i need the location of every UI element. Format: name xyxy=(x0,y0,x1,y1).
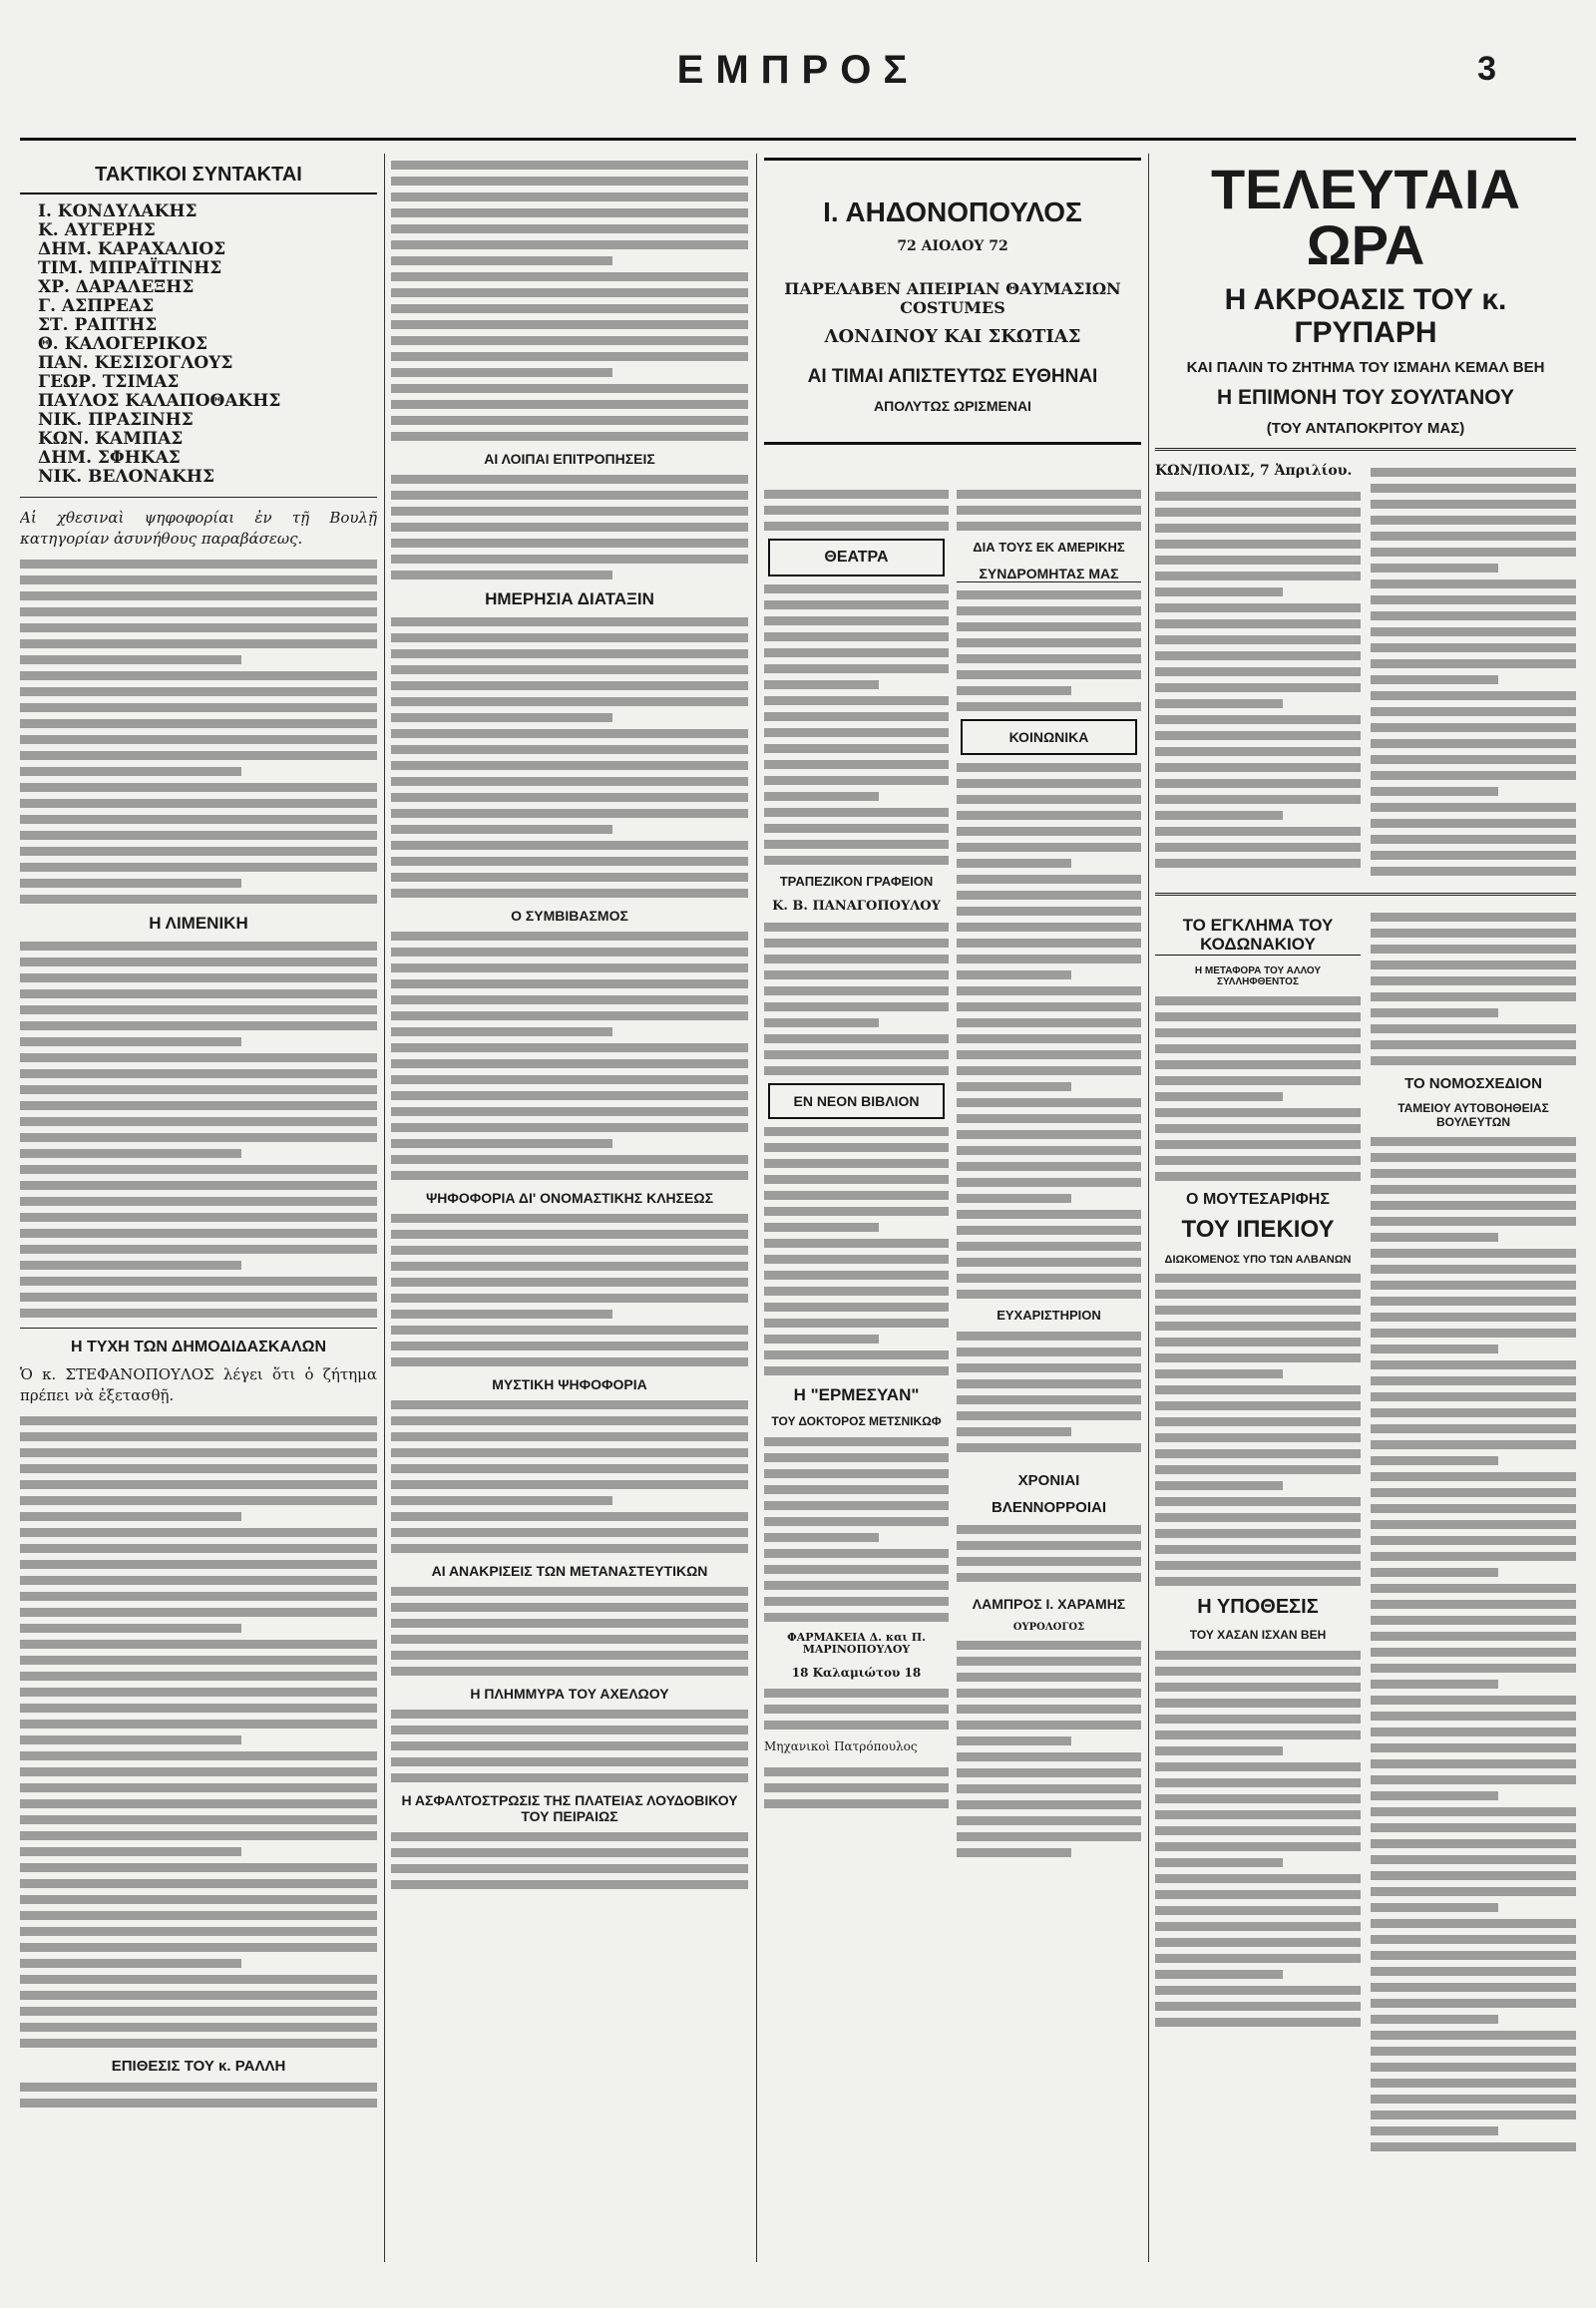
story-body xyxy=(1155,461,1576,883)
staff-name: ΠΑΝ. ΚΕΣΙΣΟΓΛΟΥΣ xyxy=(38,353,233,373)
section-heading: ΒΛΕΝΝΟΡΡΟΙΑΙ xyxy=(991,1499,1107,1517)
staff-name: ΝΙΚ. ΠΡΑΣΙΝΗΣ xyxy=(38,410,194,430)
section-heading: ΕΝ ΝΕΟΝ ΒΙΒΛΙΟΝ xyxy=(768,1083,945,1119)
column-rule xyxy=(1148,154,1149,2262)
section-subheading: ΔΙΩΚΟΜΕΝΟΣ ΥΠΟ ΤΩΝ ΑΛΒΑΝΩΝ xyxy=(1164,1253,1352,1266)
section-heading: ΑΙ ΑΝΑΚΡΙΣΕΙΣ ΤΩΝ ΜΕΤΑΝΑΣΤΕΥΤΙΚΩΝ xyxy=(431,1562,708,1579)
body-text-lines xyxy=(391,617,748,898)
body-text-lines xyxy=(391,475,748,579)
masthead xyxy=(20,18,1576,141)
body-text-lines xyxy=(391,1710,748,1782)
body-text-lines xyxy=(391,1214,748,1366)
body-text-lines xyxy=(391,161,748,441)
correspondent-line: (ΤΟΥ ΑΝΤΑΠΟΚΡΙΤΟΥ ΜΑΣ) xyxy=(1266,420,1465,438)
section-heading: ΧΡΟΝΙΑΙ xyxy=(1017,1472,1080,1490)
staff-name: ΧΡ. ΔΑΡΑΛΕΞΗΣ xyxy=(38,277,195,297)
staff-list xyxy=(20,202,377,487)
ad-address: 72 ΑΙΟΛΟΥ 72 xyxy=(897,238,1008,255)
section-heading: ΕΠΙΘΕΣΙΣ ΤΟΥ κ. ΡΑΛΛΗ xyxy=(111,2057,286,2075)
body-text-lines xyxy=(957,1641,1141,1857)
staff-name: ΔΗΜ. ΣΦΗΚΑΣ xyxy=(38,448,181,468)
staff-name: ΠΑΥΛΟΣ ΚΑΛΑΠΟΘΑΚΗΣ xyxy=(38,391,281,411)
section-heading: ΤΡΑΠΕΖΙΚΟΝ ΓΡΑΦΕΙΟΝ xyxy=(779,874,934,890)
body-text-lines xyxy=(20,1416,377,2048)
dateline: ΚΩΝ/ΠΟΛΙΣ, 7 Ἀπριλίου. xyxy=(1155,462,1353,479)
section-heading: Η "ΕΡΜΕΣΥΑΝ" xyxy=(793,1385,920,1405)
column-3-right xyxy=(957,483,1141,1864)
body-text-lines xyxy=(764,490,949,531)
staff-name: ΝΙΚ. ΒΕΛΟΝΑΚΗΣ xyxy=(38,467,215,487)
body-text-lines xyxy=(1155,996,1361,1181)
body-text-lines xyxy=(764,1127,949,1375)
pharmacy-name: ΦΑΡΜΑΚΕΙΑ Δ. και Π. ΜΑΡΙΝΟΠΟΥΛΟΥ xyxy=(787,1630,926,1657)
body-text-lines xyxy=(20,942,377,1318)
section-heading: Η ΑΣΦΑΛΤΟΣΤΡΩΣΙΣ ΤΗΣ ΠΛΑΤΕΙΑΣ ΛΟΥΔΟΒΙΚΟΥ ΤΟΥ ΠΕΙΡΑΙΩΣ xyxy=(401,1792,738,1825)
section-subheading: ΤΟΥ ΧΑΣΑΝ ΙΣΧΑΝ ΒΕΗ xyxy=(1189,1628,1327,1643)
advertisement-costumes xyxy=(764,158,1141,445)
body-text-lines xyxy=(1155,1651,1361,2027)
column-3 xyxy=(764,154,1141,2262)
story-subheading: Η ΕΠΙΜΟΝΗ ΤΟΥ ΣΟΥΛΤΑΝΟΥ xyxy=(1216,386,1515,410)
newspaper-page xyxy=(20,18,1576,2262)
column-1 xyxy=(20,154,377,2262)
body-text-lines xyxy=(1371,1137,1576,2151)
body-text-lines xyxy=(1371,468,1576,876)
column-rule xyxy=(756,154,757,2262)
body-text-lines xyxy=(957,1332,1141,1452)
body-text-lines xyxy=(764,923,949,1075)
body-text-lines xyxy=(1155,1274,1361,1586)
staff-name: ΚΩΝ. ΚΑΜΠΑΣ xyxy=(38,429,184,449)
staff-name: Ι. ΚΟΝΔΥΛΑΚΗΣ xyxy=(38,201,198,221)
section-heading: ΕΥΧΑΡΙΣΤΗΡΙΟΝ xyxy=(997,1308,1101,1324)
ad-line: ΑΙ ΤΙΜΑΙ ΑΠΙΣΤΕΥΤΩΣ ΕΥΘΗΝΑΙ xyxy=(807,365,1098,387)
section-heading: ΤΟΥ ΙΠΕΚΙΟΥ xyxy=(1181,1216,1335,1244)
section-heading: Η ΠΛΗΜΜΥΡΑ ΤΟΥ ΑΧΕΛΩΟΥ xyxy=(470,1686,669,1703)
staff-name: ΓΕΩΡ. ΤΣΙΜΑΣ xyxy=(38,372,180,392)
last-hour-heading: ΤΕΛΕΥΤΑΙΑ ΩΡΑ xyxy=(1210,158,1521,276)
column-4 xyxy=(1155,154,1576,2262)
section-heading: ΤΟ ΕΓΚΛΗΜΑ ΤΟΥ ΚΟΔΩΝΑΚΙΟΥ xyxy=(1155,916,1361,956)
body-text-lines xyxy=(391,932,748,1180)
section-heading: ΤΟ ΝΟΜΟΣΧΕΔΙΟΝ xyxy=(1404,1074,1542,1092)
section-heading: Η ΥΠΟΘΕΣΙΣ xyxy=(1197,1596,1319,1619)
section-heading: ΚΟΙΝΩΝΙΚΑ xyxy=(961,719,1137,755)
ad-line: ΑΠΟΛΥΤΩΣ ΩΡΙΣΜΕΝΑΙ xyxy=(874,397,1031,414)
section-subheading: ΤΑΜΕΙΟΥ ΑΥΤΟΒΟΗΘΕΙΑΣ ΒΟΥΛΕΥΤΩΝ xyxy=(1397,1100,1549,1129)
section-heading: ΔΙΑ ΤΟΥΣ ΕΚ ΑΜΕΡΙΚΗΣ xyxy=(973,540,1125,555)
bank-name: Κ. Β. ΠΑΝΑΓΟΠΟΥΛΟΥ xyxy=(772,899,941,915)
section-heading: ΑΙ ΛΟΙΠΑΙ ΕΠΙΤΡΟΠΗΣΕΙΣ xyxy=(484,451,655,467)
body-text-lines xyxy=(20,2083,377,2108)
section-heading: Ο ΜΟΥΤΕΣΑΡΙΦΗΣ xyxy=(1186,1190,1330,1208)
story-heading: Η ΑΚΡΟΑΣΙΣ ΤΟΥ κ. ΓΡΥΠΑΡΗ xyxy=(1224,283,1507,349)
body-text-lines xyxy=(764,1767,949,1808)
section-heading: Η ΛΙΜΕΝΙΚΗ xyxy=(149,914,248,933)
column-3-left xyxy=(764,483,949,1815)
ad-line: ΠΑΡΕΛΑΒΕΝ ΑΠΕΙΡΙΑΝ ΘΑΥΜΑΣΙΩΝ COSTUMES xyxy=(784,279,1121,317)
ad-name: Ι. ΑΗΔΟΝΟΠΟΥΛΟΣ xyxy=(823,196,1082,227)
lead-text: Αἱ χθεσιναὶ ψηφοφορίαι ἐν τῇ Βουλῇ κατηγορίαν ἀσυνήθους παραβάσεως. xyxy=(20,509,377,548)
section-heading: ΣΥΝΔΡΟΜΗΤΑΣ ΜΑΣ xyxy=(957,566,1141,582)
body-text-lines xyxy=(957,590,1141,711)
staff-name: ΔΗΜ. ΚΑΡΑΧΑΛΙΟΣ xyxy=(38,239,226,259)
body-text-lines xyxy=(957,1525,1141,1582)
column-4-left xyxy=(1155,906,1361,2159)
doctor-title: ΟΥΡΟΛΟΓΟΣ xyxy=(1012,1621,1085,1633)
staff-name: ΤΙΜ. ΜΠΡΑΪΤΙΝΗΣ xyxy=(38,258,222,278)
body-text-lines xyxy=(957,490,1141,531)
body-text-lines xyxy=(764,584,949,865)
staff-name: Θ. ΚΑΛΟΓΕΡΙΚΟΣ xyxy=(38,334,207,354)
section-heading: Ο ΣΥΜΒΙΒΑΣΜΟΣ xyxy=(511,907,628,924)
staff-name: ΣΤ. ΡΑΠΤΗΣ xyxy=(38,315,158,335)
page-number: 3 xyxy=(1477,50,1496,88)
section-heading: ΨΗΦΟΦΟΡΙΑ ΔΙ' ΟΝΟΜΑΣΤΙΚΗΣ ΚΛΗΣΕΩΣ xyxy=(425,1189,714,1206)
ad-line: ΛΟΝΔΙΝΟΥ ΚΑΙ ΣΚΩΤΙΑΣ xyxy=(824,326,1081,348)
body-text-lines xyxy=(20,560,377,904)
speaker-text: Ὁ κ. ΣΤΕΦΑΝΟΠΟΥΛΟΣ λέγει ὅτι ὁ ζήτημα πρέπει νὰ ἐξετασθῇ. xyxy=(20,1364,377,1404)
staff-heading: ΤΑΚΤΙΚΟΙ ΣΥΝΤΑΚΤΑΙ xyxy=(20,164,377,194)
section-subheading: Η ΜΕΤΑΦΟΡΑ ΤΟΥ ΑΛΛΟΥ ΣΥΛΛΗΦΘΕΝΤΟΣ xyxy=(1194,964,1322,988)
column-4-right xyxy=(1371,906,1576,2159)
section-heading: ΘΕΑΤΡΑ xyxy=(768,539,945,577)
column-2 xyxy=(391,154,748,2262)
body-text-lines xyxy=(1371,913,1576,1065)
body-text-lines xyxy=(391,1832,748,1889)
section-subheading: ΤΟΥ ΔΟΚΤΟΡΟΣ ΜΕΤΣΝΙΚΩΦ xyxy=(771,1413,942,1428)
column-rule xyxy=(384,154,385,2262)
body-text-lines xyxy=(764,1689,949,1730)
shop-address: 18 Καλαμιώτου 18 xyxy=(791,1665,922,1680)
section-heading: ΜΥΣΤΙΚΗ ΨΗΦΟΦΟΡΙΑ xyxy=(492,1375,647,1392)
staff-name: Γ. ΑΣΠΡΕΑΣ xyxy=(38,296,155,316)
doctor-name: ΛΑΜΠΡΟΣ Ι. ΧΑΡΑΜΗΣ xyxy=(972,1595,1126,1612)
body-text-lines xyxy=(957,763,1141,1299)
section-heading: ΗΜΕΡΗΣΙΑ ΔΙΑΤΑΞΙΝ xyxy=(485,589,654,609)
body-text-lines xyxy=(764,1437,949,1622)
body-text-lines xyxy=(1155,492,1361,868)
staff-name: Κ. ΑΥΓΕΡΗΣ xyxy=(38,220,156,240)
ad-text: Μηχανικοὶ Πατρόπουλος xyxy=(764,1738,918,1753)
newspaper-title: ΕΜΠΡΟΣ xyxy=(676,48,920,92)
section-heading: Η ΤΥΧΗ ΤΩΝ ΔΗΜΟΔΙΔΑΣΚΑΛΩΝ xyxy=(71,1338,326,1355)
body-text-lines xyxy=(391,1587,748,1676)
body-text-lines xyxy=(391,1400,748,1553)
story-subheading: ΚΑΙ ΠΑΛΙΝ ΤΟ ΖΗΤΗΜΑ ΤΟΥ ΙΣΜΑΗΛ ΚΕΜΑΛ ΒΕΗ xyxy=(1186,359,1545,376)
